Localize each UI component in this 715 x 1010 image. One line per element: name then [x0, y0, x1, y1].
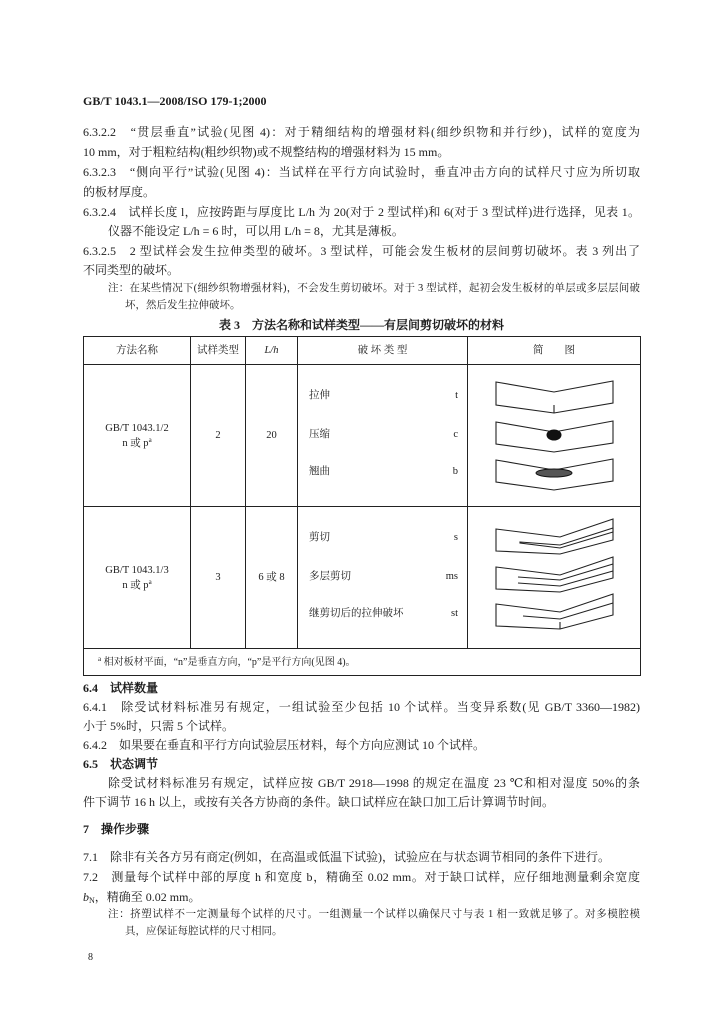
failure-code: ms	[445, 571, 458, 582]
clause-7-2-rest: ，精确至 0.02 mm。	[94, 890, 201, 904]
failure-list	[298, 365, 467, 506]
clause-6-5-line-1: 除受试材料标准另有规定，试样应按 GB/T 2918—1998 的规定在温度 23 ℃和相对湿度 50%的条	[108, 776, 640, 790]
shear-failure-sketch	[496, 519, 613, 554]
orientation	[84, 578, 190, 593]
sketch-cell	[468, 507, 641, 649]
failure-name: 拉伸	[309, 390, 330, 401]
clause-6-4-2: 6.4.2 如果要在垂直和平行方向试验层压材料，每个方向应测试 10 个试样。	[83, 738, 486, 752]
failure-item	[309, 388, 458, 404]
table-header-row	[84, 337, 641, 365]
specimen-type-cell: 3	[191, 507, 246, 649]
failure-code: b	[452, 466, 458, 477]
footnote-mark: a	[148, 435, 152, 444]
method-cell	[84, 507, 191, 649]
orientation-text: n 或 p	[122, 579, 149, 591]
clause-6-3-2-2-line-1: 6.3.2.2 “贯层垂直”试验(见图 4)：对于精细结构的增强材料(细纱织物和并行纱)，试样的宽度为	[83, 125, 640, 139]
header-specimen-type: 试样类型	[191, 337, 246, 365]
heading-7: 7 操作步骤	[83, 822, 150, 836]
failure-item	[309, 464, 458, 480]
clause-6-5-line-2: 件下调节 16 h 以上，或按有关各方协商的条件。缺口试样应在缺口加工后计算调节时间。	[83, 795, 555, 809]
table-footnote	[84, 649, 641, 676]
buckling-zone	[536, 469, 572, 477]
footnote-mark: a	[98, 654, 102, 663]
clause-6-3-2-5-line-2: 不同类型的破坏。	[83, 263, 180, 277]
width-symbol: b	[83, 890, 89, 904]
clause-6-3-2-4-line-1: 6.3.2.4 试样长度 l，应按跨距与厚度比 L/h 为 20(对于 2 型试样)和 6(对于 3 型试样)进行选择，见表 1。	[83, 205, 640, 219]
table-3	[83, 336, 641, 676]
specimen-outline	[496, 594, 613, 629]
specimen-type-cell: 2	[191, 365, 246, 507]
clause-6-3-2-2-line-2: 10 mm，对于粗粒结构(粗纱织物)或不规整结构的增强材料为 15 mm。	[83, 145, 450, 159]
table-row	[84, 365, 641, 507]
multi-shear-failure-sketch	[496, 557, 613, 592]
sketch-cell	[468, 365, 641, 507]
clause-7-2-line-2	[83, 889, 640, 905]
shear-then-tension-failure-sketch	[496, 594, 613, 629]
running-header: GB/T 1043.1—2008/ISO 179-1;2000	[83, 94, 267, 108]
specimen-outline	[496, 557, 613, 592]
failure-name: 压缩	[309, 429, 330, 440]
page-number: 8	[88, 952, 93, 963]
header-failure-type: 破 坏 类 型	[298, 337, 468, 365]
method-name: GB/T 1043.1/2	[105, 422, 169, 434]
heading-6-4: 6.4 试样数量	[83, 681, 159, 695]
failure-list	[298, 507, 467, 648]
method-name: GB/T 1043.1/3	[105, 564, 169, 576]
width-subscript: N	[89, 896, 95, 905]
compression-zone	[547, 430, 561, 440]
failure-type-cell	[298, 507, 468, 649]
failure-sketches	[468, 507, 640, 648]
clause-6-3-2-3-line-1: 6.3.2.3 “侧向平行”试验(见图 4)：当试样在平行方向试验时，垂直冲击方向的试样尺寸应为所切取	[83, 165, 640, 179]
clause-6-3-2-3-line-2: 的板材厚度。	[83, 185, 156, 199]
buckling-failure-sketch	[496, 459, 613, 490]
orientation-text: n 或 p	[122, 437, 149, 449]
clause-6-3-2-5-line-1: 6.3.2.5 2 型试样会发生拉伸类型的破坏。3 型试样，可能会发生板材的层间剪切破坏。表 3 列出了	[83, 244, 640, 258]
failure-type-cell	[298, 365, 468, 507]
failure-name: 翘曲	[309, 466, 330, 477]
footnote-mark: a	[148, 577, 152, 586]
failure-name: 继剪切后的拉伸破坏	[309, 608, 404, 619]
table-caption: 表 3 方法名称和试样类型——有层间剪切破坏的材料	[218, 318, 504, 332]
note-line-2: 具，应保证每腔试样的尺寸相同。	[125, 926, 283, 937]
failure-name: 剪切	[309, 532, 330, 543]
method-cell	[84, 365, 191, 507]
failure-code: t	[455, 390, 458, 401]
failure-code: c	[453, 429, 458, 440]
note-line-1: 注：挤塑试样不一定测量每个试样的尺寸。一组测量一个试样以确保尺寸与表 1 相一致就足够了。对多模腔模	[108, 909, 640, 920]
failure-code: s	[453, 532, 458, 543]
failure-sketches	[468, 365, 640, 506]
heading-6-5: 6.5 状态调节	[83, 757, 159, 771]
orientation	[84, 436, 190, 451]
l-h-cell: 20	[246, 365, 298, 507]
header-sketch: 简 图	[468, 337, 641, 365]
footnote-text: 相对板材平面，“n”是垂直方向，“p”是平行方向(见图 4)。	[103, 656, 356, 668]
clause-7-2-line-1: 7.2 测量每个试样中部的厚度 h 和宽度 b，精确至 0.02 mm。对于缺口试样，应仔细地测量剩余宽度	[83, 870, 640, 884]
failure-name: 多层剪切	[309, 571, 351, 582]
compression-failure-sketch	[496, 421, 613, 452]
table-footnote-row	[84, 649, 641, 676]
clause-6-4-1-line-2: 小于 5%时，只需 5 个试样。	[83, 719, 234, 733]
failure-item	[309, 427, 458, 443]
clause-6-3-2-4-line-2: 仪器不能设定 L/h = 6 时，可以用 L/h = 8，尤其是薄板。	[108, 224, 404, 238]
note-line-2: 坏，然后发生拉伸破坏。	[125, 300, 241, 311]
header-method-name: 方法名称	[84, 337, 191, 365]
failure-code: st	[450, 608, 458, 619]
tension-failure-sketch	[496, 381, 613, 413]
l-h-cell: 6 或 8	[246, 507, 298, 649]
table-row	[84, 507, 641, 649]
header-l-h-ratio: L/h	[246, 337, 298, 365]
note-line-1: 注：在某些情况下(细纱织物增强材料)，不会发生剪切破坏。对于 3 型试样，起初会发生板材的单层或多层层间破	[108, 283, 640, 294]
failure-item	[309, 569, 458, 585]
failure-item	[309, 530, 458, 546]
clause-6-4-1-line-1: 6.4.1 除受试材料标准另有规定，一组试验至少包括 10 个试样。当变异系数(见 GB/T 3360—1982)	[83, 700, 640, 714]
clause-7-1: 7.1 除非有关各方另有商定(例如，在高温或低温下试验)，试验应在与状态调节相同的条件下进行。	[83, 850, 610, 864]
failure-item	[309, 606, 458, 622]
